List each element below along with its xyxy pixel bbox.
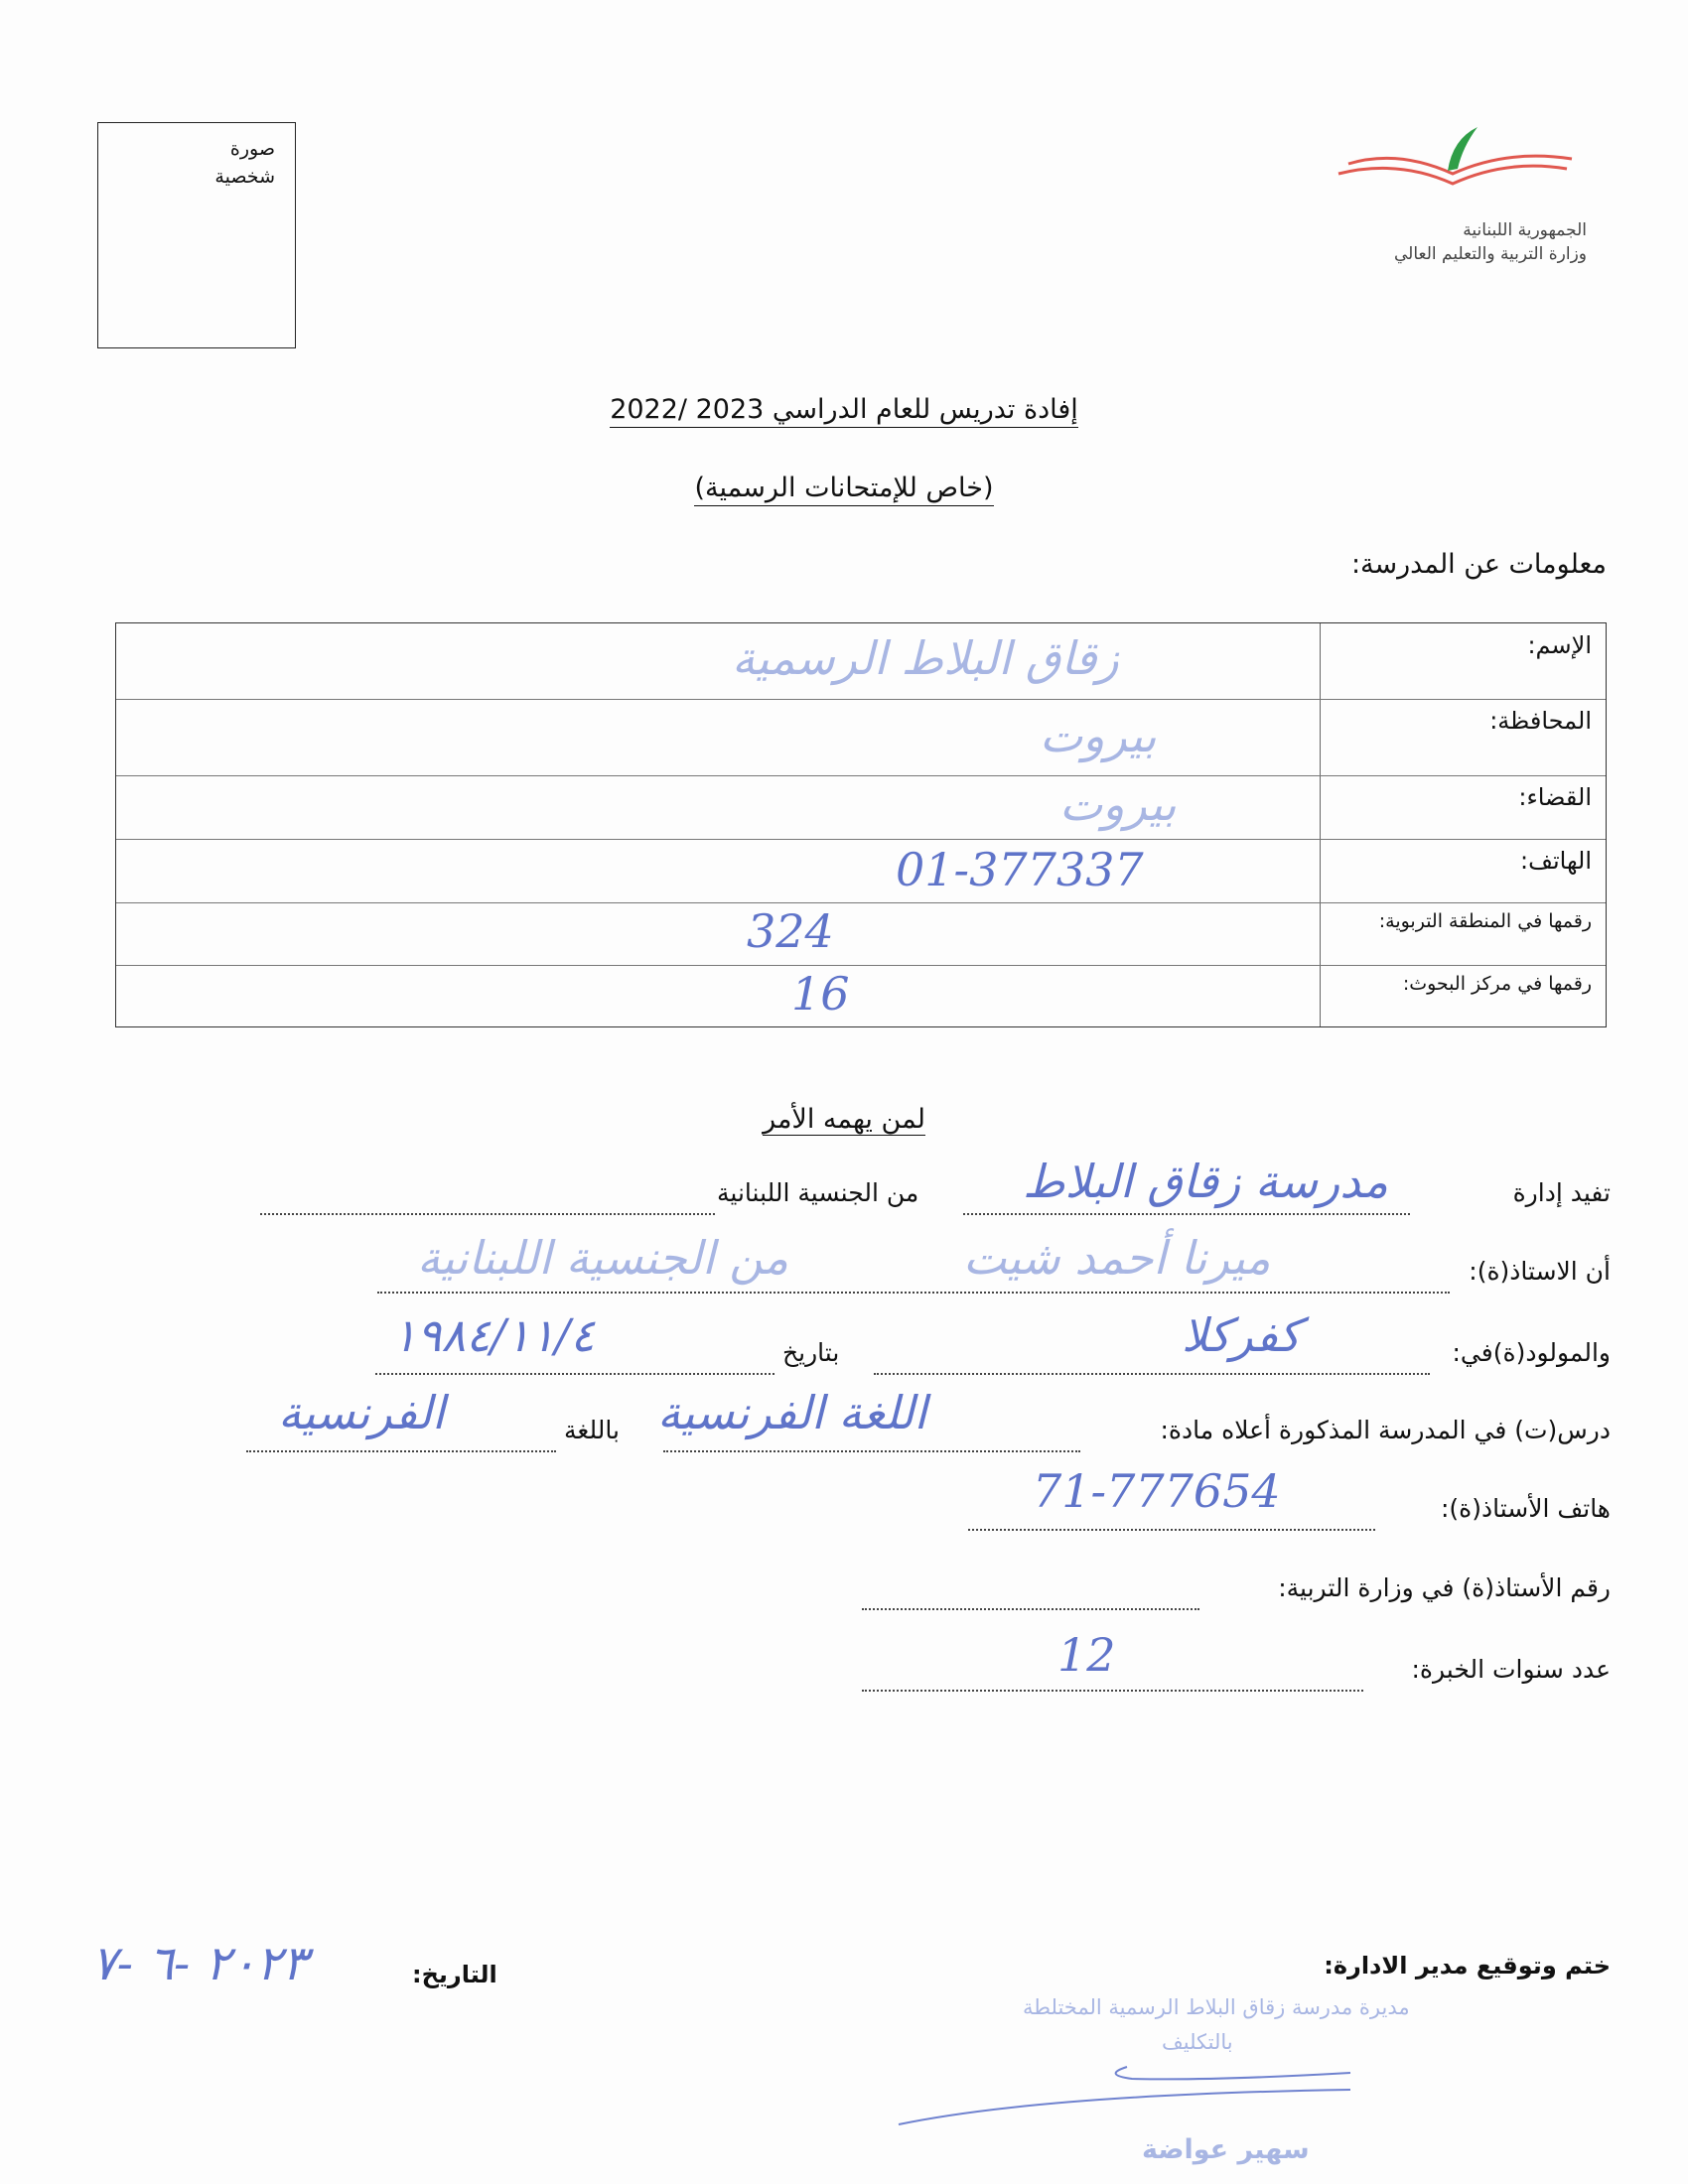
date-label: التاريخ: bbox=[412, 1961, 497, 1988]
school-admin-handwritten: مدرسة زقاق البلاط bbox=[1023, 1155, 1389, 1208]
official-stamp-text: بالتكليف bbox=[1162, 2030, 1233, 2054]
to-whom-heading: لمن يهمه الأمر bbox=[763, 1104, 925, 1135]
school-phone-value: 01-377337 bbox=[896, 843, 1144, 896]
edu-zone-number-value: 324 bbox=[747, 904, 834, 958]
dotted-line bbox=[377, 1292, 1450, 1294]
experience-years-label: عدد سنوات الخبرة: bbox=[1411, 1655, 1611, 1684]
subject-handwritten: اللغة الفرنسية bbox=[657, 1386, 927, 1439]
ministry-number-label: رقم الأستاذ(ة) في وزارة التربية: bbox=[1278, 1573, 1611, 1602]
ministry-logo bbox=[1329, 119, 1577, 218]
stamp-signature-label: ختم وتوقيع مدير الادارة: bbox=[1324, 1952, 1611, 1979]
teacher-nationality-handwritten: من الجنسية اللبنانية bbox=[417, 1231, 788, 1285]
document-subtitle: (خاص للإمتحانات الرسمية) bbox=[0, 473, 1688, 503]
dotted-line bbox=[874, 1373, 1430, 1375]
director-signature bbox=[894, 2055, 1360, 2134]
language-label: باللغة bbox=[564, 1416, 620, 1444]
experience-years-handwritten: 12 bbox=[1057, 1628, 1116, 1682]
dotted-line bbox=[260, 1213, 715, 1215]
teacher-name-handwritten: ميرنا أحمد شيت bbox=[963, 1231, 1271, 1285]
table-row-research-center-number: رقمها في مركز البحوث: 16 bbox=[791, 967, 1592, 1021]
teacher-phone-label: هاتف الأستاذ(ة): bbox=[1440, 1494, 1611, 1523]
birthplace-label: والمولود(ة)في: bbox=[1452, 1338, 1611, 1367]
research-center-number-value: 16 bbox=[791, 967, 850, 1021]
teacher-label: أن الاستاذ(ة): bbox=[1469, 1257, 1611, 1286]
director-name-stamp: سهير عواضة bbox=[1142, 2134, 1310, 2165]
table-row-name: الإسم: زقاق البلاط الرسمية bbox=[116, 623, 1606, 700]
school-info-table bbox=[115, 622, 1607, 1027]
dotted-line bbox=[963, 1213, 1410, 1215]
photo-box-label: صورة شخصية bbox=[214, 138, 275, 188]
dotted-line bbox=[862, 1608, 1199, 1610]
subject-label: درس(ت) في المدرسة المذكورة أعلاه مادة: bbox=[1160, 1416, 1611, 1444]
dotted-line bbox=[862, 1690, 1363, 1692]
governorate-value: بيروت bbox=[1040, 709, 1157, 762]
birthdate-handwritten: ١٩٨٤/١١/٤ bbox=[392, 1308, 595, 1362]
table-row-governorate: المحافظة: بيروت bbox=[116, 699, 1606, 776]
birthplace-handwritten: كفركلا bbox=[1182, 1308, 1301, 1362]
teacher-phone-handwritten: 71-777654 bbox=[1033, 1464, 1281, 1518]
school-info-heading: معلومات عن المدرسة: bbox=[1350, 549, 1607, 580]
dotted-line bbox=[375, 1373, 774, 1375]
table-row-edu-zone-number: رقمها في المنطقة التربوية: 324 bbox=[116, 902, 1606, 966]
personal-photo-box bbox=[97, 122, 296, 348]
dotted-line bbox=[246, 1450, 556, 1452]
document-title: إفادة تدريس للعام الدراسي 2023 /2022 bbox=[0, 394, 1688, 425]
table-row-district: القضاء: بيروت bbox=[116, 775, 1606, 840]
school-admin-label: تفيد إدارة bbox=[1512, 1178, 1611, 1207]
date-handwritten: ٢٠٢٣ -٦ -٧ bbox=[91, 1936, 308, 1991]
dotted-line bbox=[968, 1529, 1375, 1531]
dotted-line bbox=[663, 1450, 1080, 1452]
school-name-value: زقاق البلاط الرسمية bbox=[732, 631, 1119, 685]
nationality-label: من الجنسية اللبنانية bbox=[717, 1178, 919, 1207]
ministry-name: الجمهورية اللبنانية وزارة التربية والتعليم العالي bbox=[1393, 220, 1587, 264]
table-row-phone: الهاتف: 01-377337 bbox=[116, 839, 1606, 903]
official-stamp-text: مديرة مدرسة زقاق البلاط الرسمية المختلطة bbox=[1023, 1995, 1410, 2019]
birthdate-label: بتاريخ bbox=[782, 1338, 840, 1367]
language-handwritten: الفرنسية bbox=[278, 1386, 445, 1439]
district-value: بيروت bbox=[1059, 777, 1177, 831]
